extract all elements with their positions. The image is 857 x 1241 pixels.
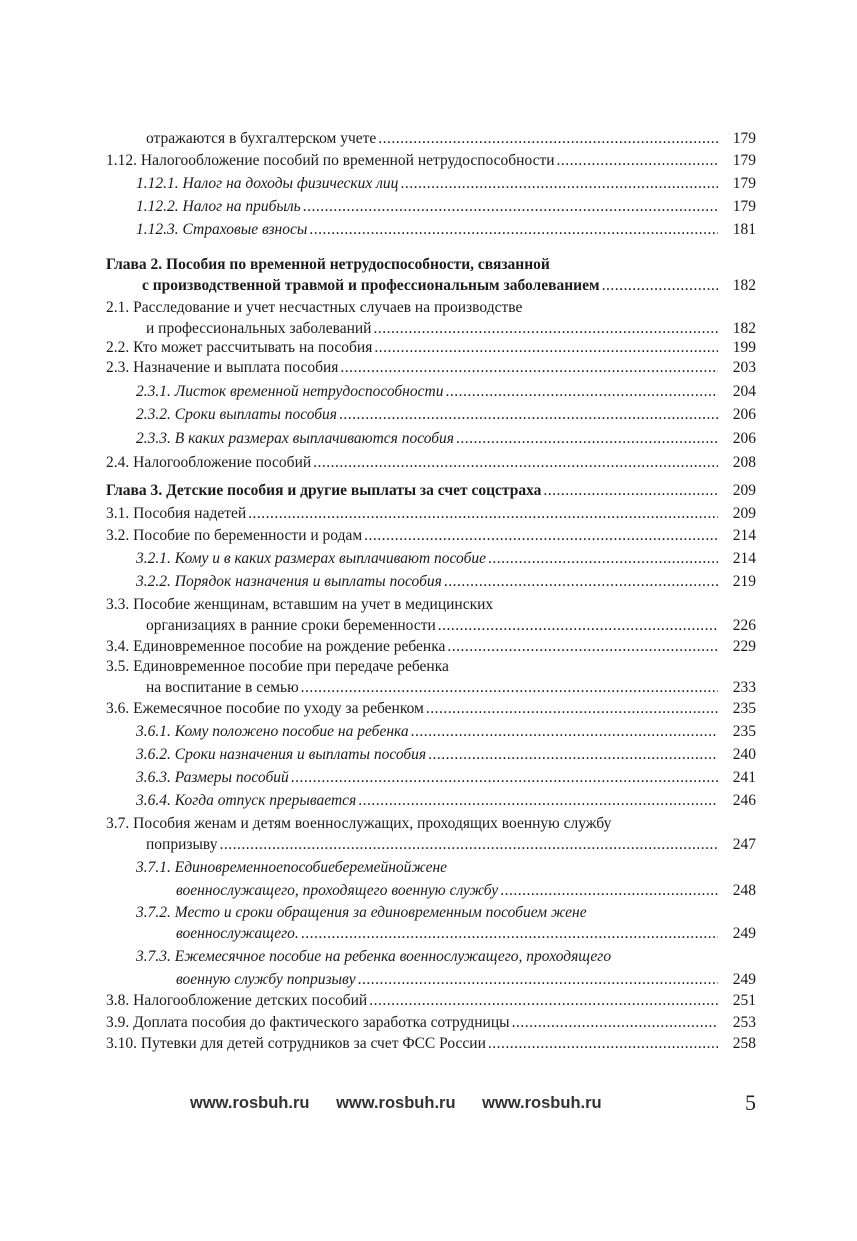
toc-entry-title: 1.12.1. Налог на доходы физических лиц bbox=[136, 175, 399, 192]
toc-page-number: 199 bbox=[732, 339, 756, 356]
toc-entry[interactable] bbox=[106, 404, 756, 425]
footer-site-1[interactable]: www.rosbuh.ru bbox=[190, 1094, 310, 1112]
toc-page-number: 214 bbox=[732, 550, 756, 567]
toc-entry[interactable] bbox=[106, 1033, 756, 1054]
toc-entry[interactable] bbox=[106, 548, 756, 569]
toc-page-number: 179 bbox=[732, 130, 756, 147]
dot-leader bbox=[411, 721, 718, 742]
dot-leader bbox=[291, 767, 718, 788]
dot-leader bbox=[500, 880, 718, 901]
dot-leader bbox=[309, 219, 718, 240]
dot-leader bbox=[602, 275, 718, 296]
toc-page-number: 214 bbox=[732, 527, 756, 544]
dot-leader bbox=[447, 636, 718, 657]
toc-entry[interactable] bbox=[106, 744, 756, 765]
toc-page-number: 206 bbox=[732, 430, 756, 447]
dot-leader bbox=[456, 428, 718, 449]
toc-page-number: 235 bbox=[732, 723, 756, 740]
footer-site-3[interactable]: www.rosbuh.ru bbox=[482, 1094, 602, 1112]
toc-entry[interactable] bbox=[106, 857, 756, 901]
toc-entry-title: 3.4. Единовременное пособие на рождение ребенка bbox=[106, 638, 446, 655]
toc-page-number: 258 bbox=[732, 1035, 756, 1052]
toc-entry-title: 2.3.2. Сроки выплаты пособия bbox=[136, 406, 337, 423]
toc-page-number: 208 bbox=[732, 454, 756, 471]
toc-entry-title: 2.2. Кто может рассчитывать на пособия bbox=[106, 339, 373, 356]
toc-entry-title: 3.7. Пособия женам и детям военнослужащих, проходящих военную службу bbox=[106, 815, 612, 832]
toc-entry-title: 3.7.2. Место и сроки обращения за единовременным пособием жене bbox=[136, 904, 587, 921]
toc-entry-title: и профессиональных заболеваний bbox=[146, 320, 372, 337]
dot-leader bbox=[219, 834, 718, 855]
dot-leader bbox=[358, 969, 718, 990]
toc-entry-title: 3.7.3. Ежемесячное пособие на ребенка военнослужащего, проходящего bbox=[136, 948, 612, 965]
toc-entry-title: 3.3. Пособие женщинам, вставшим на учет в медицинских bbox=[106, 596, 494, 613]
dot-leader bbox=[248, 503, 718, 524]
toc-entry-title: отражаются в бухгалтерском учете bbox=[146, 130, 377, 147]
dot-leader bbox=[557, 150, 718, 171]
toc-page-number: 219 bbox=[732, 573, 756, 590]
dot-leader bbox=[428, 744, 718, 765]
toc-entry[interactable] bbox=[106, 196, 756, 217]
dot-leader bbox=[378, 128, 718, 149]
toc-entry-title: 3.2.1. Кому и в каких размерах выплачивают пособие bbox=[136, 550, 486, 567]
toc-page-number: 235 bbox=[732, 700, 756, 717]
dot-leader bbox=[340, 357, 718, 378]
toc-page-number: 241 bbox=[732, 769, 756, 786]
toc-entry-title: 3.6.2. Сроки назначения и выплаты пособия bbox=[136, 746, 427, 763]
footer-site-2[interactable]: www.rosbuh.ru bbox=[336, 1094, 456, 1112]
toc-page-number: 229 bbox=[732, 638, 756, 655]
toc-entry[interactable] bbox=[106, 721, 756, 742]
toc-page-number: 182 bbox=[732, 320, 756, 337]
toc-entry[interactable] bbox=[106, 357, 756, 378]
toc-entry-title: 2.3.3. В каких размерах выплачиваются пособия bbox=[136, 430, 455, 447]
dot-leader bbox=[373, 318, 718, 339]
toc-page-number: 246 bbox=[732, 792, 756, 809]
toc-entry-title: попризыву bbox=[146, 836, 218, 853]
toc-entry-title: организациях в ранние сроки беременности bbox=[146, 617, 436, 634]
toc-page-number: 179 bbox=[732, 198, 756, 215]
toc-entry[interactable] bbox=[106, 902, 756, 944]
toc-entry[interactable] bbox=[106, 594, 756, 636]
toc-entry-title: на воспитание в семью bbox=[146, 679, 299, 696]
toc-entry[interactable] bbox=[106, 571, 756, 592]
toc-entry[interactable] bbox=[106, 790, 756, 811]
toc-entry[interactable] bbox=[106, 150, 756, 171]
toc-entry-title: 2.3. Назначение и выплата пособия bbox=[106, 359, 339, 376]
toc-entry[interactable] bbox=[106, 525, 756, 546]
toc-entry-title: военную службу попризыву bbox=[176, 971, 356, 988]
toc-entry[interactable] bbox=[106, 946, 756, 990]
toc-entry-title: 2.4. Налогообложение пособий bbox=[106, 454, 312, 471]
dot-leader bbox=[301, 923, 718, 944]
dot-leader bbox=[374, 337, 718, 358]
toc-entry-title: военнослужащего, проходящего военную службу bbox=[176, 882, 499, 899]
toc-page-number: 209 bbox=[732, 505, 756, 522]
toc-entry-title: 1.12.3. Страховые взносы bbox=[136, 221, 308, 238]
dot-leader bbox=[313, 452, 718, 473]
toc-entry-title: 3.6. Ежемесячное пособие по уходу за ребенком bbox=[106, 700, 424, 717]
toc-page-number: 240 bbox=[732, 746, 756, 763]
toc-entry[interactable] bbox=[106, 452, 756, 473]
dot-leader bbox=[301, 677, 718, 698]
toc-page-number: 233 bbox=[732, 679, 756, 696]
dot-leader bbox=[358, 790, 718, 811]
toc-entry-title: 3.7.1. Единовременноепособиеберемейнойжене bbox=[136, 859, 448, 876]
toc-entry[interactable] bbox=[106, 636, 756, 657]
toc-entry-title: 3.1. Пособия надетей bbox=[106, 505, 247, 522]
toc-entry[interactable] bbox=[106, 503, 756, 524]
toc-page-number: 253 bbox=[732, 1014, 756, 1031]
toc-entry[interactable] bbox=[106, 813, 756, 855]
toc-page-number: 206 bbox=[732, 406, 756, 423]
dot-leader bbox=[339, 404, 718, 425]
toc-entry-title: 1.12. Налогообложение пособий по временной нетрудоспособности bbox=[106, 152, 555, 169]
toc-entry[interactable] bbox=[106, 990, 756, 1011]
dot-leader bbox=[488, 548, 718, 569]
toc-entry-title: военнослужащего. bbox=[176, 925, 299, 942]
toc-entry[interactable] bbox=[106, 428, 756, 449]
dot-leader bbox=[369, 990, 718, 1011]
toc-entry-title: Глава 3. Детские пособия и другие выплаты за счет соцстраха bbox=[106, 482, 542, 499]
toc-entry[interactable] bbox=[106, 1012, 756, 1033]
toc-page-number: 251 bbox=[732, 992, 756, 1009]
toc-page-number: 204 bbox=[732, 383, 756, 400]
toc-entry[interactable] bbox=[106, 297, 756, 339]
dot-leader bbox=[438, 615, 718, 636]
toc-entry-title: 3.6.4. Когда отпуск прерывается bbox=[136, 792, 357, 809]
toc-page-number: 179 bbox=[732, 175, 756, 192]
toc-page-number: 249 bbox=[732, 925, 756, 942]
toc-page-number: 209 bbox=[732, 482, 756, 499]
toc-entry[interactable] bbox=[106, 698, 756, 719]
toc-entry[interactable] bbox=[106, 381, 756, 402]
page-number: 5 bbox=[745, 1090, 756, 1115]
toc-entry-title: 3.5. Единовременное пособие при передаче ребенка bbox=[106, 658, 449, 675]
dot-leader bbox=[426, 698, 718, 719]
dot-leader bbox=[444, 571, 718, 592]
toc-entry-title: 2.1. Расследование и учет несчастных случаев на производстве bbox=[106, 299, 523, 316]
toc-page-number: 249 bbox=[732, 971, 756, 988]
dot-leader bbox=[400, 173, 718, 194]
toc-page-number: 179 bbox=[732, 152, 756, 169]
toc-page-number: 181 bbox=[732, 221, 756, 238]
toc-entry-title: 1.12.2. Налог на прибыль bbox=[136, 198, 301, 215]
dot-leader bbox=[488, 1033, 718, 1054]
toc-entry-title: с производственной травмой и профессиональным заболеванием bbox=[142, 277, 600, 294]
toc-page-number: 247 bbox=[732, 836, 756, 853]
toc-entry-title: 3.6.3. Размеры пособий bbox=[136, 769, 289, 786]
toc-entry[interactable] bbox=[106, 656, 756, 698]
toc-entry[interactable] bbox=[106, 219, 756, 240]
toc-entry[interactable] bbox=[106, 337, 756, 358]
toc-page-number: 248 bbox=[732, 882, 756, 899]
toc-entry-title: 3.2.2. Порядок назначения и выплаты пособия bbox=[136, 573, 442, 590]
dot-leader bbox=[303, 196, 718, 217]
toc-entry[interactable] bbox=[106, 173, 756, 194]
toc-entry-title: 3.9. Доплата пособия до фактического заработка сотрудницы bbox=[106, 1014, 510, 1031]
toc-entry[interactable] bbox=[106, 128, 756, 149]
toc-entry-title: 3.2. Пособие по беременности и родам bbox=[106, 527, 363, 544]
toc-entry-title: 3.10. Путевки для детей сотрудников за счет ФСС России bbox=[106, 1035, 486, 1052]
dot-leader bbox=[445, 381, 718, 402]
toc-page-number: 226 bbox=[732, 617, 756, 634]
toc-entry[interactable] bbox=[106, 254, 756, 296]
toc-entry-title: Глава 2. Пособия по временной нетрудоспособности, связанной bbox=[106, 256, 550, 273]
toc-entry-title: 3.6.1. Кому положено пособие на ребенка bbox=[136, 723, 409, 740]
toc-page-number: 203 bbox=[732, 359, 756, 376]
dot-leader bbox=[543, 480, 718, 501]
toc-entry-title: 3.8. Налогообложение детских пособий bbox=[106, 992, 368, 1009]
toc-page-number: 182 bbox=[732, 277, 756, 294]
footer-links bbox=[190, 1094, 624, 1113]
dot-leader bbox=[512, 1012, 718, 1033]
toc-entry-title: 2.3.1. Листок временной нетрудоспособности bbox=[136, 383, 444, 400]
toc-entry[interactable] bbox=[106, 767, 756, 788]
toc-entry[interactable] bbox=[106, 480, 756, 501]
dot-leader bbox=[364, 525, 718, 546]
